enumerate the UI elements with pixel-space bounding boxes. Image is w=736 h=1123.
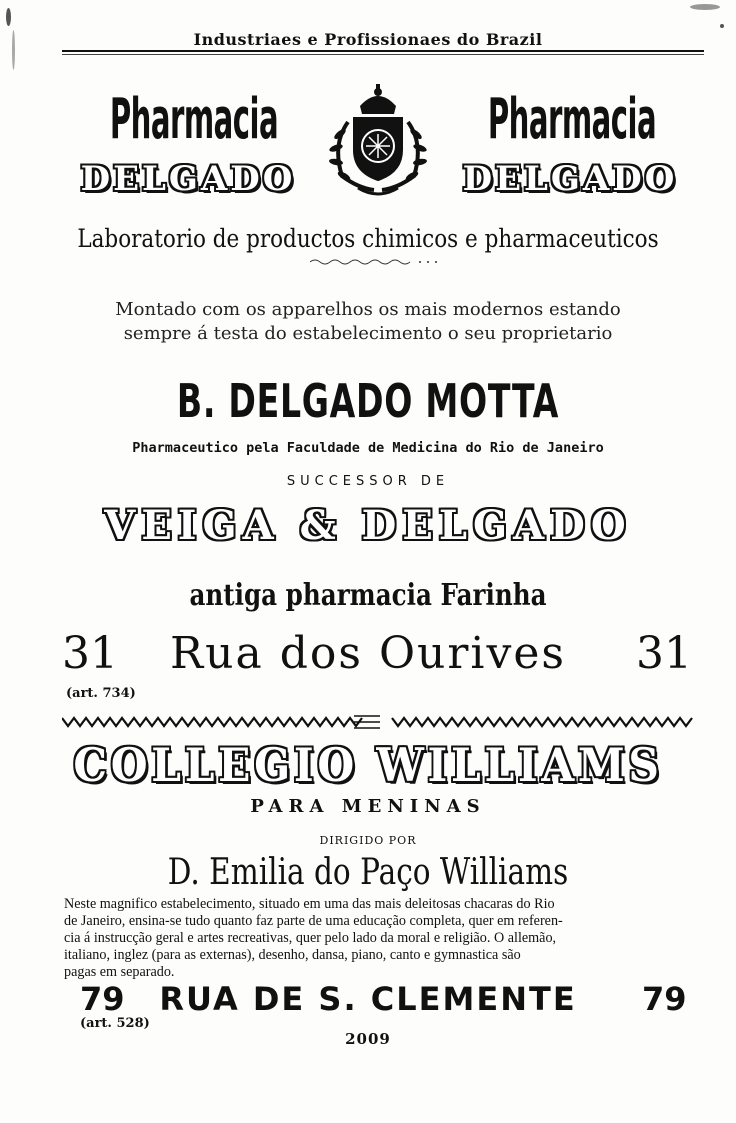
page-number: 2009 [345,1030,391,1048]
description-line: Montado com os apparelhos os mais modernos estando [115,299,621,320]
address-number-left: 31 [62,628,118,679]
colegio-description [64,896,685,981]
description-line: cia á instrucção geral e artes recreativas, quer pelo lado da moral e religião. O allemão, [64,930,557,946]
description-line: Neste magnifico estabelecimento, situado em uma das mais deleitosas chacaras do Rio [64,896,555,912]
laboratorio-subtitle: Laboratorio de productos chimicos e pharmaceuticos [77,224,659,253]
colegio-article-reference: (art. 528) [80,1016,150,1031]
colegio-address-number-left: 79 [80,980,125,1018]
description-line: sempre á testa do estabelecimento o seu proprietario [123,323,613,344]
director-name: D. Emilia do Paço Williams [167,852,569,893]
pharmacia-name-right: DELGADO [462,159,678,199]
colegio-subtitle: PARA MENINAS [250,796,486,817]
scan-speck [690,4,720,10]
imperial-coat-of-arms-icon [318,84,438,202]
zigzag-divider [62,712,696,732]
ornament-squiggle [310,256,450,266]
article-reference: (art. 734) [66,686,136,701]
scan-speck [720,24,724,28]
address-street: Rua dos Ourives [170,628,566,679]
page-header-title: Industriaes e Profissionaes do Brazil [193,30,543,49]
successor-label: SUCCESSOR DE [286,474,450,489]
address-number-right: 31 [636,628,692,679]
predecessor-name: VEIGA & DELGADO [104,502,632,549]
pharmacia-title-right: Pharmacia [487,87,657,152]
owner-title: Pharmaceutico pela Faculdade de Medicina do Rio de Janeiro [132,440,604,456]
colegio-address-number-right: 79 [642,980,687,1018]
pharmacia-title-left: Pharmacia [109,87,279,152]
owner-name: B. DELGADO MOTTA [176,374,560,428]
former-name: antiga pharmacia Farinha [189,578,547,613]
scan-speck [6,8,11,26]
description-line: italiano, inglez (para as externas), desenho, dansa, piano, canto e gymnastica são [64,947,521,963]
colegio-address-street: RUA DE S. CLEMENTE [159,980,577,1018]
header-rule [62,54,704,55]
header-rule [62,50,704,52]
description [0,298,736,346]
colegio-title: COLLEGIO WILLIAMS [73,738,663,792]
description-line: pagas em separado. [64,964,175,980]
directed-by-label: DIRIGIDO POR [319,834,417,847]
description-line: de Janeiro, ensina-se tudo quanto faz parte de uma educação completa, quer em referen- [64,913,563,929]
pharmacia-name-left: DELGADO [80,159,296,199]
